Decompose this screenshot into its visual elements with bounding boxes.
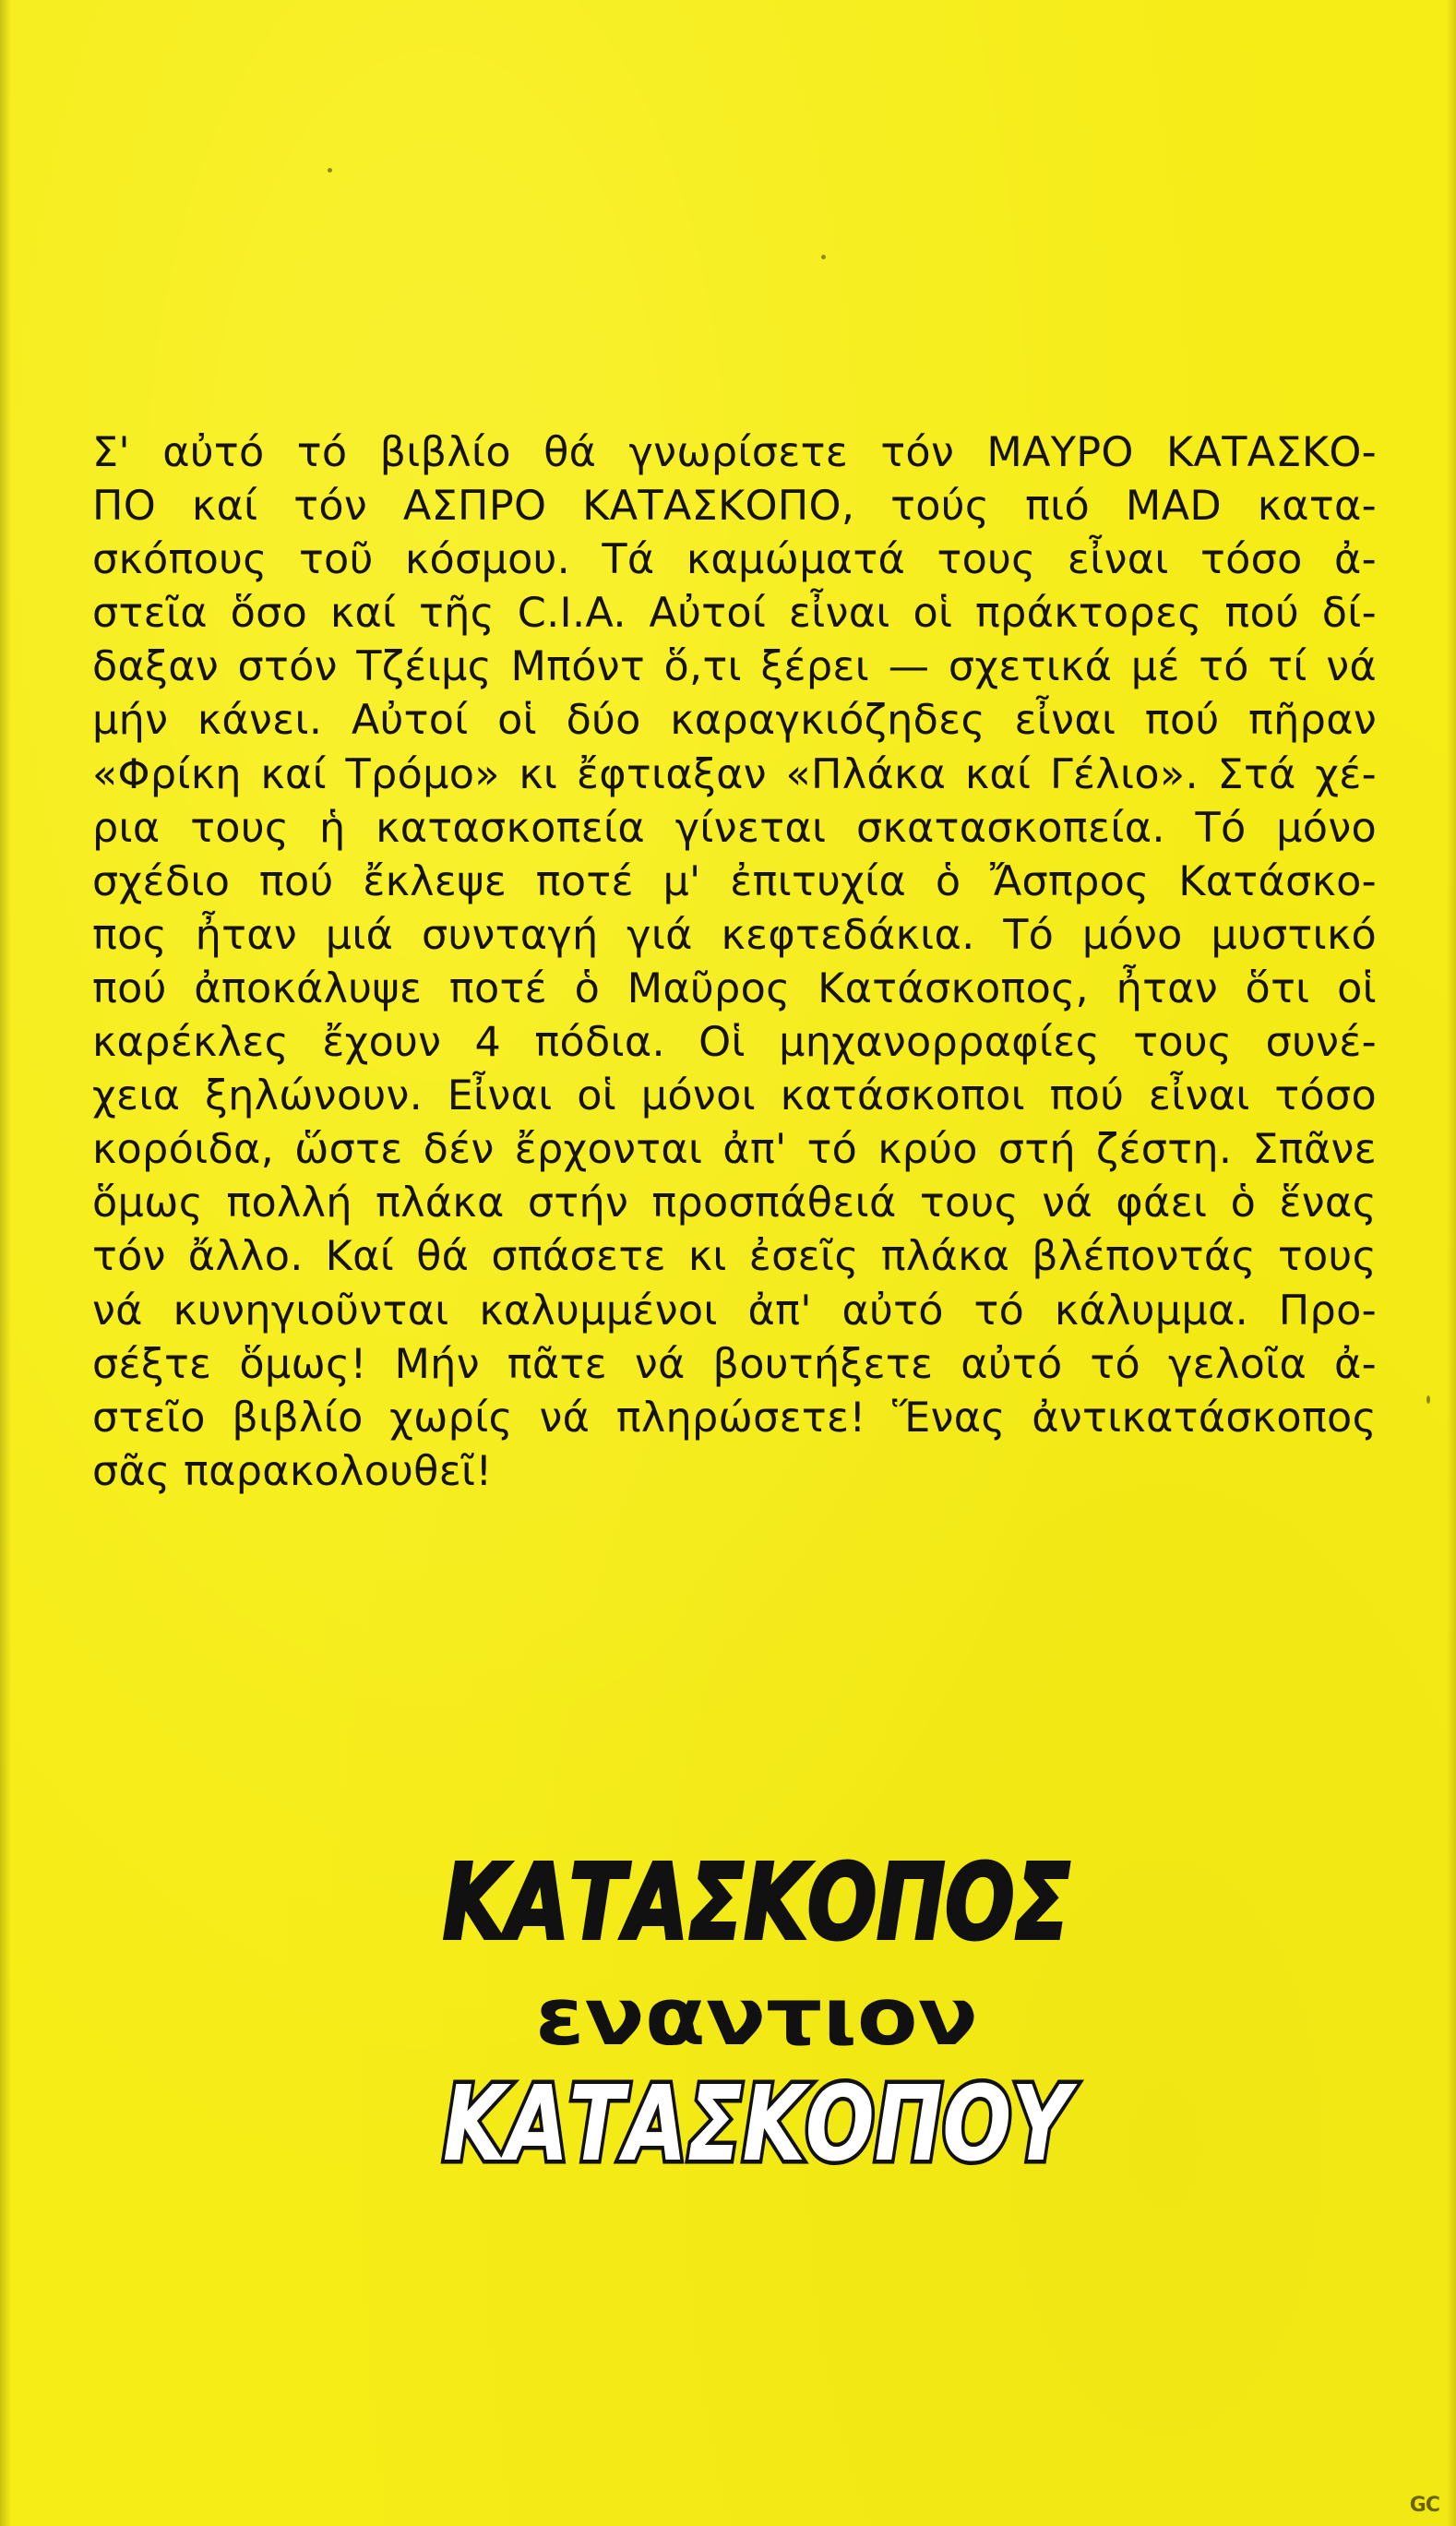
blurb-line: στεῖο βιβλίο χωρίς νά πληρώσετε! Ἕνας ἀντικατάσκοπος [92,1394,1377,1442]
blurb-line: νά κυνηγιοῦνται καλυμμένοι ἀπ' αὐτό τό κάλυμμα. Προ- [92,1287,1377,1335]
blurb-line: «Φρίκη καί Τρόμο» κι ἔφτιαξαν «Πλάκα καί Γέλιο». Στά χέ- [92,750,1377,798]
print-speck [1426,1395,1430,1404]
right-edge-shadow [1447,0,1456,2526]
blurb-line: πού ἀποκάλυψε ποτέ ὁ Μαῦρος Κατάσκοπος, ἦταν ὅτι οἱ [92,964,1377,1012]
blurb-line: Σ' αὐτό τό βιβλίο θά γνωρίσετε τόν ΜΑΥΡΟ ΚΑΤΑΣΚΟ- [92,429,1377,476]
blurb-line: σχέδιο πού ἔκλεψε ποτέ μ' ἐπιτυχία ὁ Ἄσπρος Κατάσκο- [92,857,1377,905]
blurb-line: σᾶς παρακολουθεῖ! [92,1447,493,1495]
blurb-line: ΠΟ καί τόν ΑΣΠΡΟ ΚΑΤΑΣΚΟΠΟ, τούς πιό MAD κατα- [92,483,1377,531]
blurb-line: ὅμως πολλή πλάκα στήν προσπάθειά τους νά φάει ὁ ἕνας [92,1179,1377,1227]
blurb-line: κορόιδα, ὥστε δέν ἔρχονται ἀπ' τό κρύο στή ζέστη. Σπᾶνε [92,1126,1377,1174]
series-logo [424,1843,1089,2215]
blurb-line: μήν κάνει. Αὐτοί οἱ δύο καραγκιόζηδες εἶναι πού πῆραν [92,697,1377,745]
blurb-line: δαξαν στόν Τζέιμς Μπόντ ὅ,τι ξέρει — σχετικά μέ τό τί νά [92,643,1377,691]
blurb-line: στεῖα ὅσο καί τῆς C.I.A. Αὐτοί εἶναι οἱ πράκτορες πού δί- [92,590,1377,638]
scanner-mark: GC [1409,2494,1439,2517]
print-speck [821,255,826,259]
blurb-line: σκόπους τοῦ κόσμου. Τά καμώματά τους εἶναι τόσο ἀ- [92,536,1377,584]
blurb-line: ρια τους ἡ κατασκοπεία γίνεται σκατασκοπεία. Τό μόνο [92,804,1377,852]
logo-line-3: ΚΑΤΑΣΚΟΠΟΥ [443,2065,1078,2185]
blurb-line: καρέκλες ἔχουν 4 πόδια. Οἱ μηχανορραφίες τους συνέ- [92,1019,1377,1067]
logo-line-2: εναντιον [535,1971,978,2064]
print-speck [328,168,332,173]
blurb-line: σέξτε ὅμως! Μήν πᾶτε νά βουτήξετε αὐτό τό γελοῖα ἀ- [92,1340,1377,1388]
blurb-line: χεια ξηλώνουν. Εἶναι οἱ μόνοι κατάσκοποι πού εἶναι τόσο [92,1072,1377,1120]
left-edge-shadow [0,0,11,2526]
series-logo-art [424,1843,1089,2215]
blurb-line: τόν ἄλλο. Καί θά σπάσετε κι ἐσεῖς πλάκα βλέποντάς τους [92,1233,1377,1281]
blurb-line: πος ἦταν μιά συνταγή γιά κεφτεδάκια. Τό μόνο μυστικό [92,911,1377,959]
logo-line-1: ΚΑΤΑΣΚΟΠΟΣ [443,1843,1070,1963]
blurb-text [92,426,1377,1499]
